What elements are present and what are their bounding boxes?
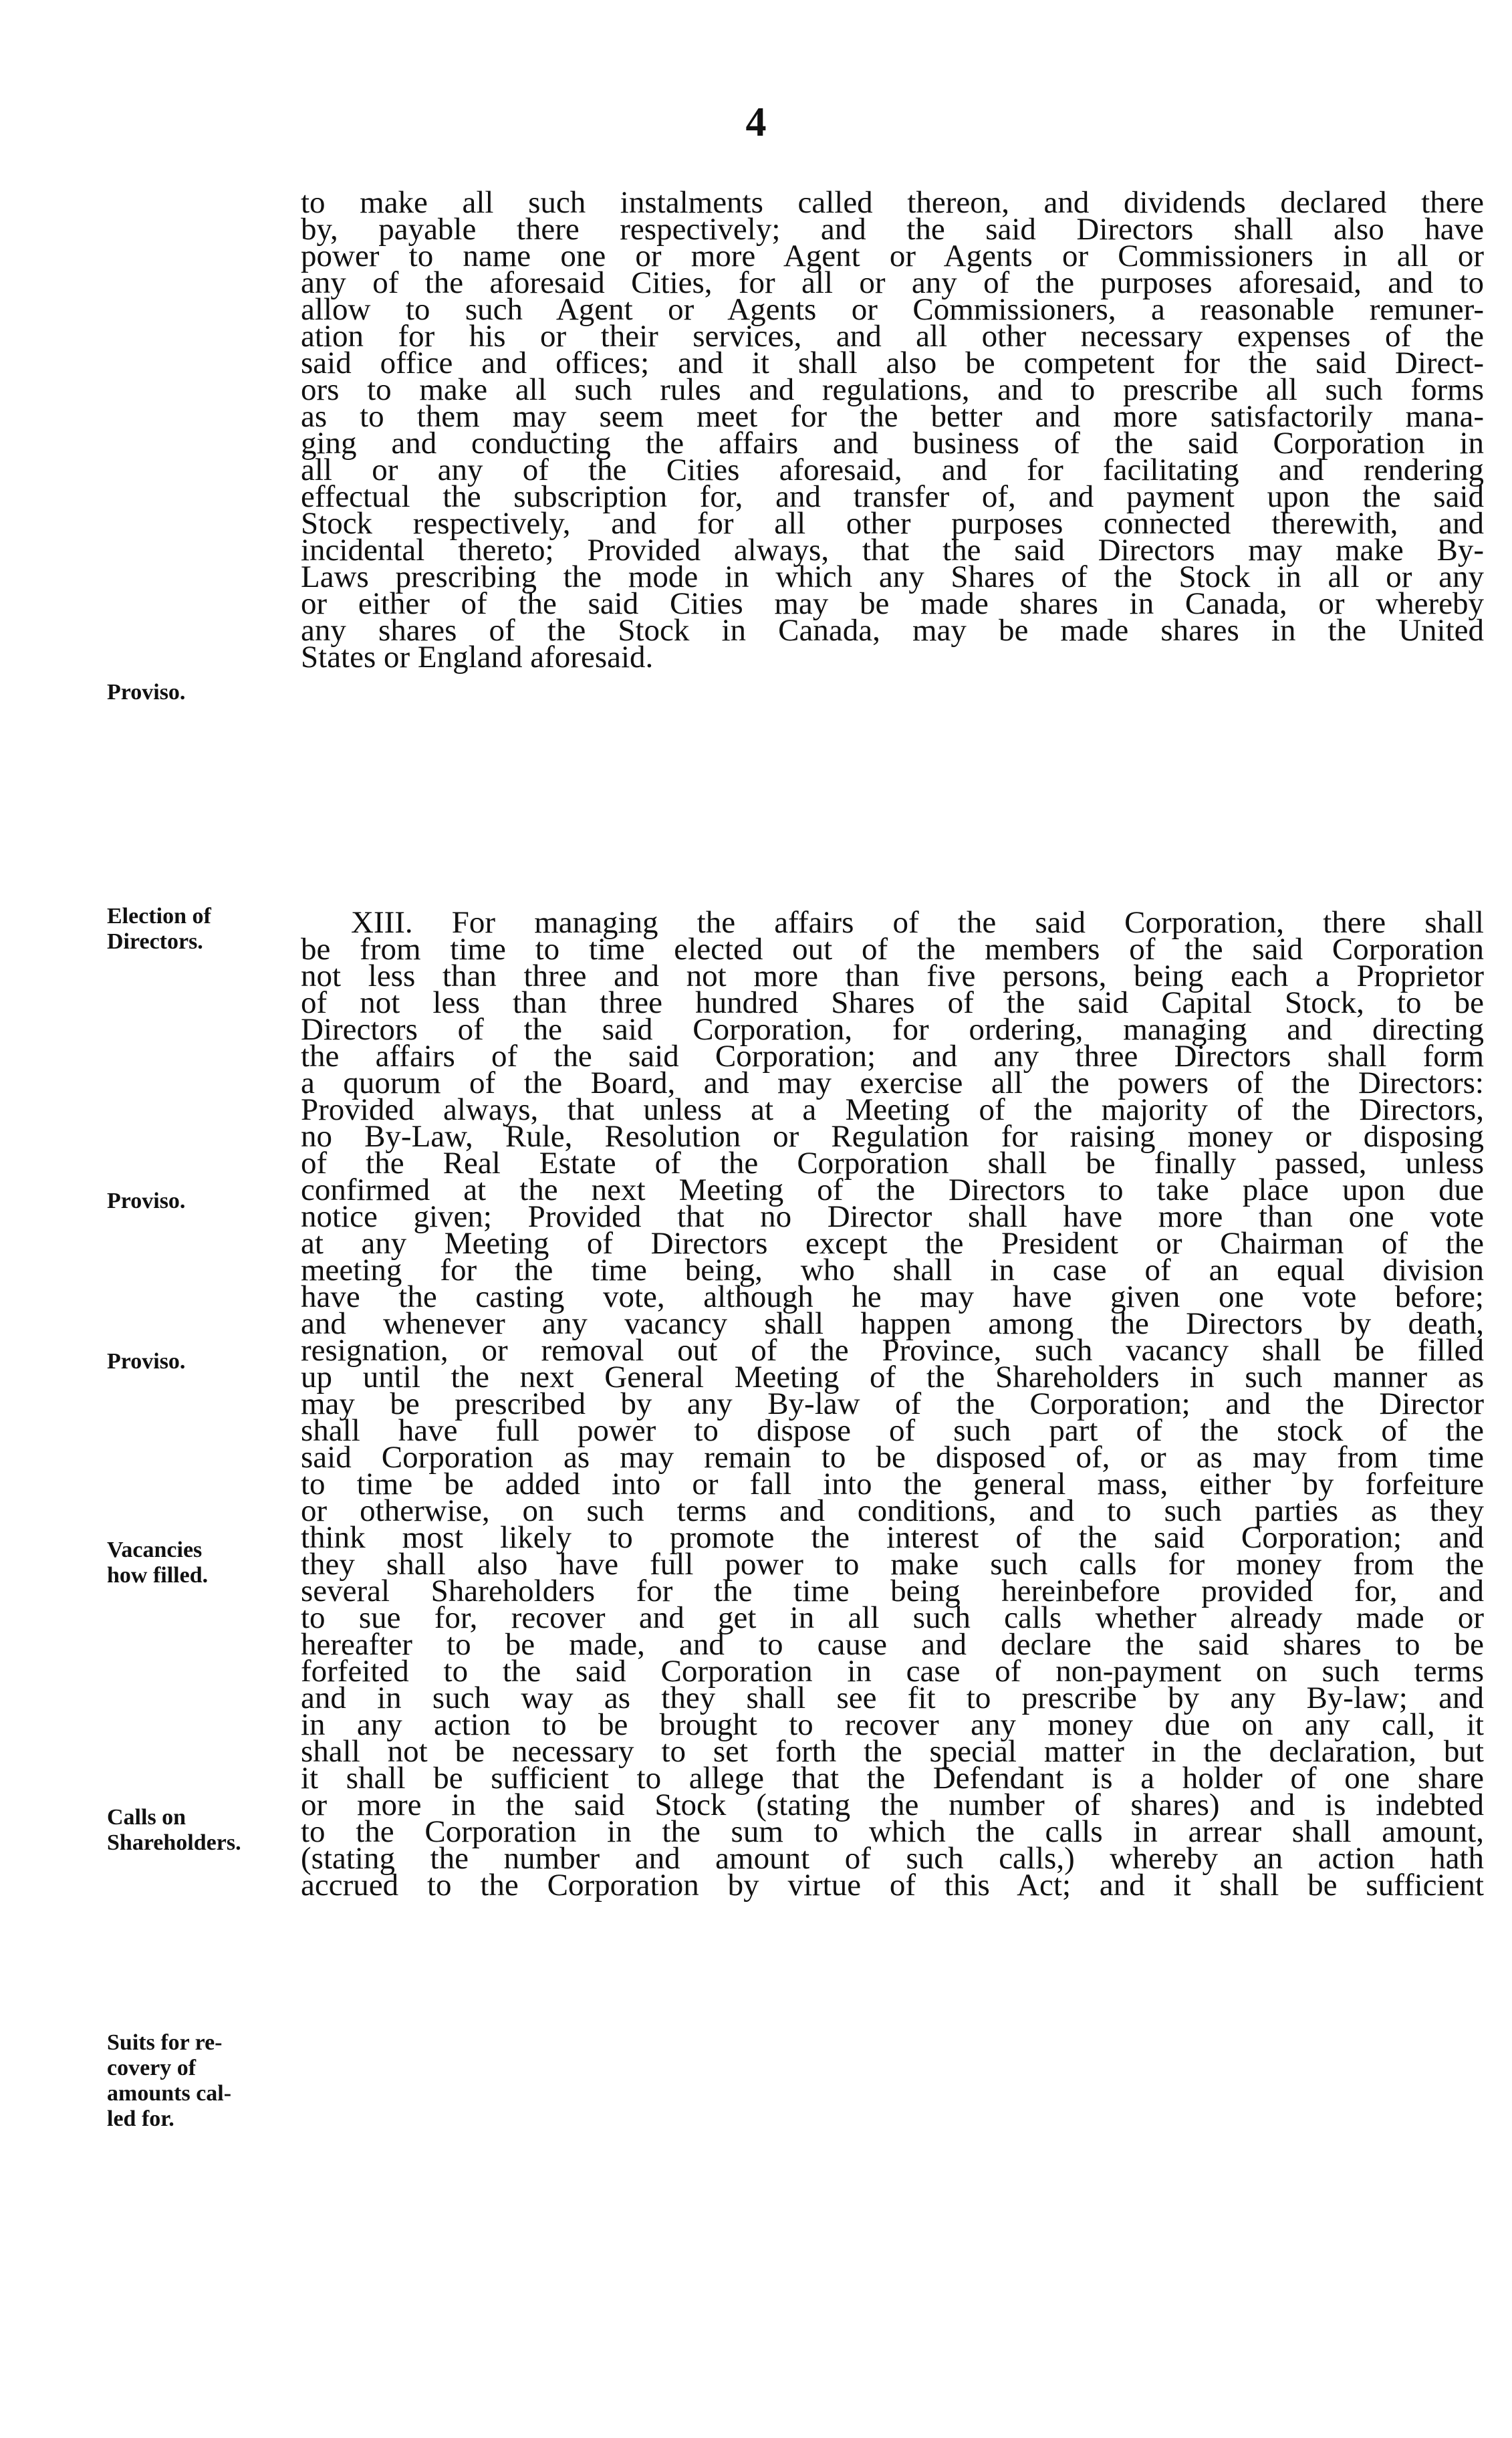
- text-line: Directors of the said Corporation, for ordering, managing and directing: [301, 1012, 1484, 1047]
- text-line: to time be added into or fall into the general mass, either by forfeiture: [301, 1467, 1484, 1501]
- text-line: to make all such instalments called thereon, and dividends declared there: [301, 185, 1484, 220]
- text-line: to sue for, recover and get in all such calls whether already made or: [301, 1600, 1484, 1635]
- margin-note-line: Proviso.: [107, 680, 186, 705]
- text-line: any of the aforesaid Cities, for all or any of the purposes aforesaid, and to: [301, 265, 1484, 300]
- margin-note-proviso: [107, 1189, 185, 1214]
- text-line: by, payable there respectively; and the said Directors shall also have: [301, 212, 1484, 247]
- text-line: meeting for the time being, who shall in case of an equal division: [301, 1253, 1484, 1288]
- text-line: allow to such Agent or Agents or Commissioners, a reasonable remuner-: [301, 292, 1484, 327]
- text-line: a quorum of the Board, and may exercise all the powers of the Directors:: [301, 1066, 1484, 1100]
- text-line: Stock respectively, and for all other purposes connected therewith, and: [301, 506, 1484, 541]
- text-line: said Corporation as may remain to be disposed of, or as may from time: [301, 1440, 1484, 1475]
- text-line: up until the next General Meeting of the Shareholders in such manner as: [301, 1360, 1484, 1394]
- margin-note-election-of-directors: [107, 904, 211, 955]
- margin-note-line: covery of: [107, 2056, 197, 2080]
- text-line: may be prescribed by any By-law of the Corporation; and the Director: [301, 1386, 1484, 1421]
- margin-note-line: Directors.: [107, 929, 203, 954]
- margin-note-vacancies-how-filled: [107, 1538, 208, 1588]
- margin-note-line: Calls on: [107, 1805, 186, 1830]
- margin-note-line: Shareholders.: [107, 1830, 241, 1855]
- text-line: ors to make all such rules and regulations, and to prescribe all such forms: [301, 372, 1484, 407]
- text-line: or either of the said Cities may be made shares in Canada, or whereby: [301, 586, 1484, 621]
- margin-note-line: Vacancies: [107, 1538, 203, 1562]
- text-line: XIII. For managing the affairs of the said Corporation, there shall: [351, 905, 1484, 940]
- text-line: or otherwise, on such terms and conditions, and to such parties as they: [301, 1493, 1484, 1528]
- margin-note-line: amounts cal-: [107, 2081, 232, 2106]
- text-line: think most likely to promote the interest of the said Corporation; and: [301, 1520, 1484, 1555]
- text-line: not less than three and not more than five persons, being each a Proprietor: [301, 959, 1484, 993]
- margin-note-proviso: [107, 1349, 185, 1374]
- margin-note-line: Suits for re-: [107, 2030, 223, 2055]
- text-line: States or England aforesaid.: [301, 640, 654, 675]
- text-line: notice given; Provided that no Director shall have more than one vote: [301, 1199, 1484, 1234]
- text-line: ation for his or their services, and all other necessary expenses of the: [301, 319, 1484, 354]
- text-line: be from time to time elected out of the members of the said Corporation: [301, 932, 1484, 967]
- text-line: and whenever any vacancy shall happen among the Directors by death,: [301, 1306, 1484, 1341]
- text-line: accrued to the Corporation by virtue of this Act; and it shall be sufficient: [301, 1868, 1484, 1903]
- margin-note-proviso: [107, 680, 185, 705]
- text-line: shall have full power to dispose of such part of the stock of the: [301, 1413, 1484, 1448]
- text-line: have the casting vote, although he may have given one vote before;: [301, 1279, 1484, 1314]
- margin-note-line: Election of: [107, 904, 211, 929]
- text-line: incidental thereto; Provided always, that the said Directors may make By-: [301, 533, 1484, 568]
- margin-note-suits-for-recovery: [107, 2030, 231, 2132]
- text-line: in any action to be brought to recover any money due on any call, it: [301, 1707, 1484, 1742]
- text-line: as to them may seem meet for the better and more satisfactorily mana-: [301, 399, 1484, 434]
- paragraph-section-xiii: [301, 905, 1484, 1903]
- text-line: shall not be necessary to set forth the special matter in the declaration, but: [301, 1734, 1484, 1769]
- text-line: of not less than three hundred Shares of the said Capital Stock, to be: [301, 985, 1484, 1020]
- text-line: Provided always, that unless at a Meeting of the majority of the Directors,: [301, 1092, 1484, 1127]
- text-line: (stating the number and amount of such calls,) whereby an action hath: [301, 1841, 1484, 1876]
- margin-note-line: led for.: [107, 2106, 174, 2131]
- text-line: several Shareholders for the time being hereinbefore provided for, and: [301, 1574, 1484, 1608]
- text-line: Laws prescribing the mode in which any Shares of the Stock in all or any: [301, 560, 1484, 594]
- margin-note-line: Proviso.: [107, 1349, 186, 1374]
- margin-note-calls-on-shareholders: [107, 1805, 241, 1856]
- text-line: resignation, or removal out of the Province, such vacancy shall be filled: [301, 1333, 1484, 1368]
- text-line: or more in the said Stock (stating the number of shares) and is indebted: [301, 1788, 1484, 1822]
- text-line: ging and conducting the affairs and business of the said Corporation in: [301, 426, 1484, 461]
- text-line: at any Meeting of Directors except the President or Chairman of the: [301, 1226, 1484, 1261]
- page-number: 4: [745, 100, 767, 145]
- text-line: they shall also have full power to make such calls for money from the: [301, 1547, 1484, 1582]
- text-line: and in such way as they shall see fit to prescribe by any By-law; and: [301, 1681, 1484, 1715]
- paragraph-proviso-bylaws: [301, 185, 1484, 675]
- text-line: the affairs of the said Corporation; and any three Directors shall form: [301, 1039, 1484, 1074]
- text-line: confirmed at the next Meeting of the Directors to take place upon due: [301, 1173, 1484, 1207]
- text-line: effectual the subscription for, and transfer of, and payment upon the said: [301, 479, 1484, 514]
- margin-note-line: how filled.: [107, 1563, 209, 1588]
- text-line: any shares of the Stock in Canada, may be made shares in the United: [301, 613, 1484, 648]
- text-line: no By-Law, Rule, Resolution or Regulation for raising money or disposing: [301, 1119, 1484, 1154]
- text-line: hereafter to be made, and to cause and declare the said shares to be: [301, 1627, 1484, 1662]
- text-line: to the Corporation in the sum to which the calls in arrear shall amount,: [301, 1814, 1484, 1849]
- text-line: said office and offices; and it shall also be competent for the said Direct-: [301, 346, 1484, 380]
- margin-note-line: Proviso.: [107, 1189, 186, 1213]
- text-line: it shall be sufficient to allege that the Defendant is a holder of one share: [301, 1761, 1484, 1796]
- text-line: forfeited to the said Corporation in case of non-payment on such terms: [301, 1654, 1484, 1689]
- text-line: of the Real Estate of the Corporation shall be finally passed, unless: [301, 1146, 1484, 1181]
- text-line: all or any of the Cities aforesaid, and for facilitating and rendering: [301, 453, 1484, 487]
- text-line: power to name one or more Agent or Agents or Commissioners in all or: [301, 239, 1484, 273]
